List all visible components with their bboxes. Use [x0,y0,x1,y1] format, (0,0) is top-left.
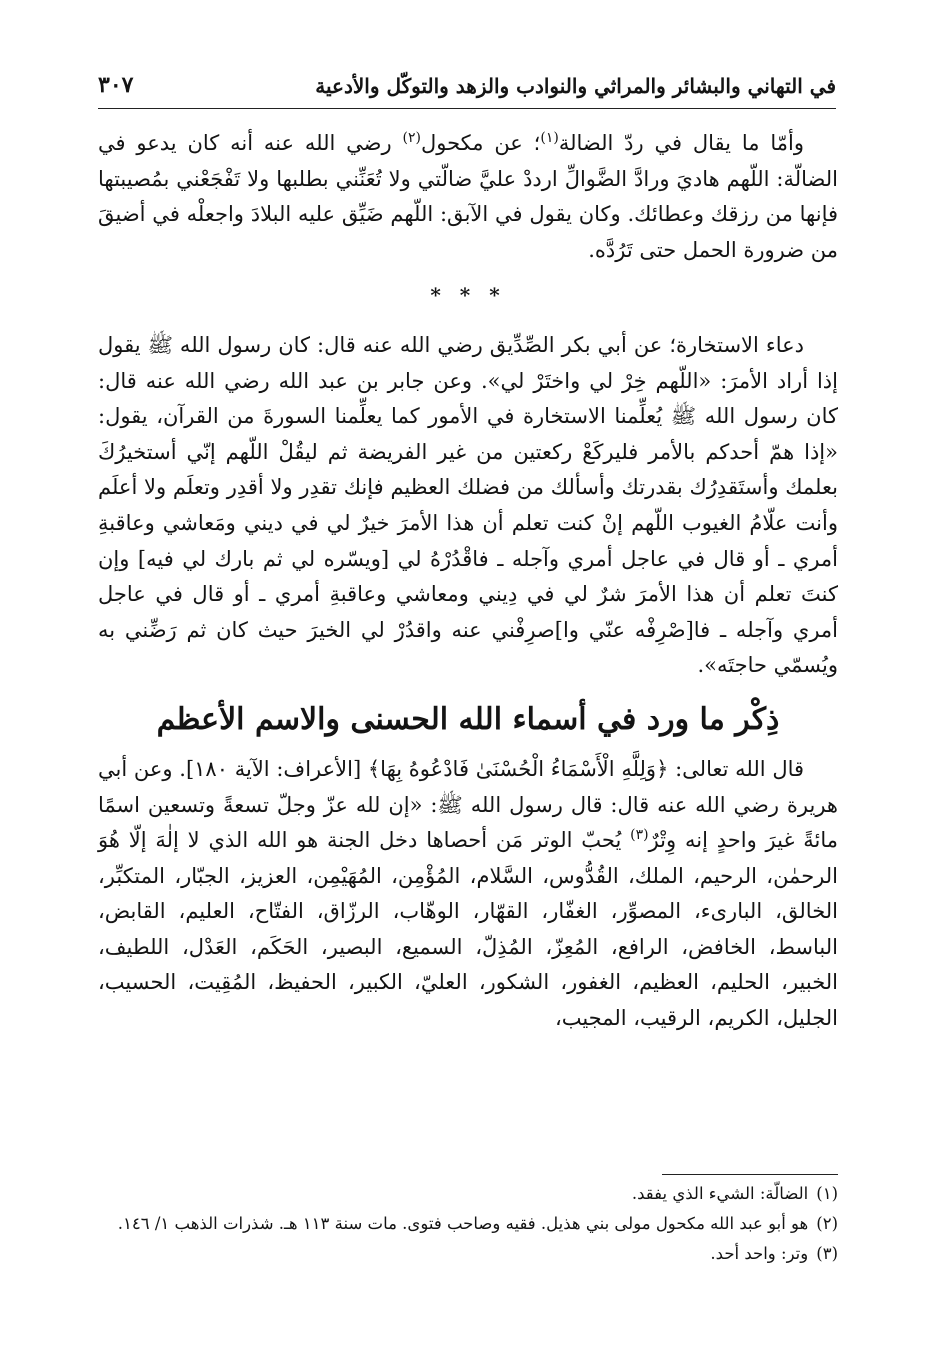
footnote-number: (٢) [816,1214,838,1233]
section-heading: ذِكْر ما ورد في أسماء الله الحسنى والاسم الأعظم [156,701,780,737]
footnote-item [98,1240,838,1268]
running-header [98,68,836,109]
footnote-ref-1: (١) [540,130,559,146]
paragraph-divine-names [98,752,838,1037]
body-text [98,126,838,1037]
footnote-text: هو أبو عبد الله مكحول مولى بني هذيل. فقيه وصاحب فتوى. مات سنة ١١٣ هـ. شذرات الذهب ١/ ١٤٦. [117,1214,809,1233]
paragraph-text: وأمّا ما يقال في ردّ الضالة [558,131,804,155]
footnote-ref-3: (٣) [630,827,649,844]
paragraph-text: قال الله تعالى: ﴿وَلِلَّهِ الْأَسْمَاءُ الْحُسْنَىٰ فَادْعُوهُ بِهَا﴾ [الأعراف: الآية ١٨٠]. وعن أبي هريرة رضي الله عنه قال: قال رسول الله ﷺ: «إن لله عزّ وجلّ تسعةً وتسعين اسمًا مائةً غيرَ واحدٍ إنه وِتْرٌ [98,756,838,853]
paragraph-lost-property [98,126,838,268]
footnote-number: (١) [816,1184,838,1203]
section-ornament: * * * [430,283,506,308]
footnote-item [98,1210,838,1238]
paragraph-text: رضي الله عنه أنه كان يدعو في الضالّة: اللّهم هاديَ ورادَّ الضَّوالِّ ارددْ عليَّ ضالّتي ولا تُعَنِّني بطلبها ولا تَفْجَعْني بمُصيبتها فإنها من رزقك وعطائك. وكان يقول في الآبق: اللّهم ضَيِّق عليه البلادَ واجعلْه في أضيقَ من ضرورة الحمل حتى تَرُدَّه. [98,131,838,262]
paragraph-istikhara: دعاء الاستخارة؛ عن أبي بكر الصِّدِّيق رضي الله عنه قال: كان رسول الله ﷺ يقول إذا أراد الأمرَ: «اللّهم خِرْ لي واختَرْ لي». وعن جابر بن عبد الله رضي الله عنه قال: كان رسول الله ﷺ يُعلِّمنا الاستخارة في الأمور كما يعلِّمنا السورةَ من القرآن، يقول: «إذا همّ أحدكم بالأمر فليركَعْ ركعتين من غير الفريضة ثم ليقُلْ اللّهم إنّي أستخيرُكَ بعلمك وأستَقدِرُك بقدرتك وأسألك من فضلك العظيم فإنك تقدِر ولا أقدِر وتعلَم ولا أعلَم وأنت علّامُ الغيوب اللّهم إنْ كنت تعلم أن هذا الأمرَ خيرٌ لي في ديني ومَعاشي وعاقبةِ أمري ـ أو قال في عاجل أمري وآجله ـ فاقْدُرْهُ لي [ويسّره لي ثم بارك لي فيه] وإن كنتَ تعلم أن هذا الأمرَ شرٌ لي في دِيني ومعاشي وعاقبةِ أمري ـ أو قال في عاجل أمري وآجله ـ فا[صْرِفْه عنّي وا]صرِفْني عنه واقدُرْ لي الخيرَ حيث كان ثم رَضِّني به ويُسمّي حاجتَه». [98,332,838,678]
page-number: ٣٠٧ [98,72,134,98]
footnote-item [98,1180,838,1208]
footnote-number: (٣) [816,1244,838,1263]
footnotes [98,1180,838,1270]
footnote-divider [662,1174,838,1175]
footnote-text: وتر: واحد أحد. [710,1244,809,1263]
footnote-text: الضالّة: الشيء الذي يفقد. [631,1184,809,1203]
paragraph-text: ؛ عن مكحول [420,131,541,155]
footnote-ref-2: (٢) [402,130,421,146]
paragraph-text: يُحبّ الوتر مَن أحصاها دخل الجنة هو الله الذي لا إلٰهَ إلّا هُوَ الرحمٰن، الرحيم، الملك، القُدُّوس، السَّلام، المُؤْمِن، المُهَيْمِن، العزيز، الجبّار، المتكبِّر، الخالق، البارىء، المصوِّر، الغفّار، القهّار، الوهّاب، الرزّاق، الفتّاح، العليم، القابض، الباسط، الخافض، الرافع، المُعِزّ، المُذِلّ، السميع، البصير، الحَكَم، العَدْل، اللطيف، الخبير، الحليم، العظيم، الغفور، الشكور، العليّ، الكبير، الحفيظ، المُقِيت، الحسيب، الجليل، الكريم، الرقيب، المجيب، [98,828,838,1031]
running-title: في التهاني والبشائر والمراثي والنوادب والزهد والتوكّل والأدعية [315,74,836,98]
